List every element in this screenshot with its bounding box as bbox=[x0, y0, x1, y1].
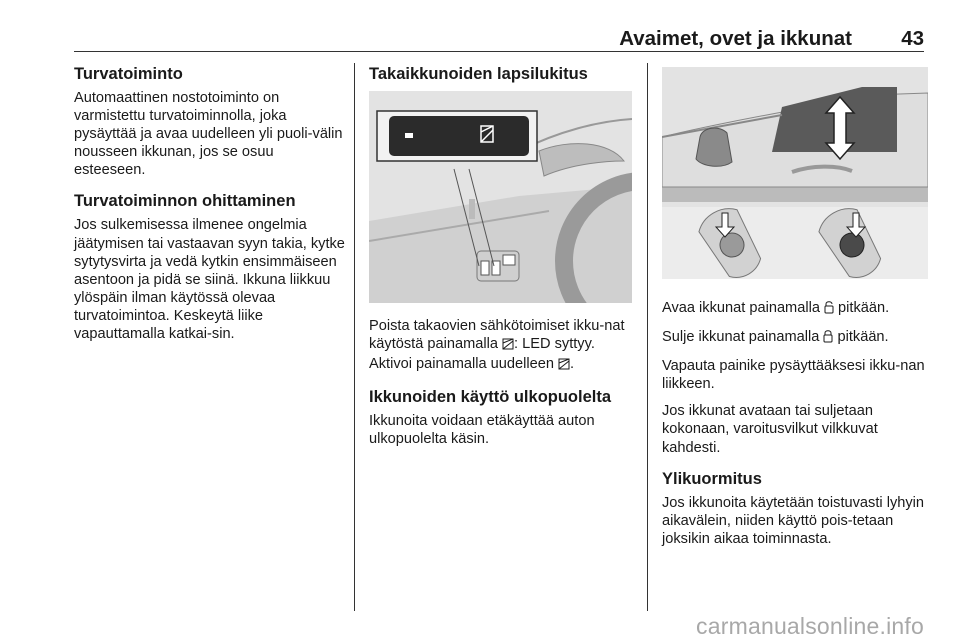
door-switch-figure bbox=[369, 91, 632, 303]
lock-key-icon bbox=[823, 329, 833, 348]
paragraph-open-windows: Avaa ikkunat painamalla pitkään. bbox=[662, 299, 928, 319]
window-lock-icon bbox=[558, 357, 570, 375]
section-heading-remote: Ikkunoiden käyttö ulkopuolelta bbox=[369, 388, 612, 407]
paragraph-close-windows: Sulje ikkunat painamalla pitkään. bbox=[662, 328, 928, 348]
page-number: 43 bbox=[901, 27, 924, 50]
column-1 bbox=[74, 64, 346, 352]
column-2 bbox=[369, 64, 634, 457]
paragraph-overload: Jos ikkunoita käytetään toistuvasti lyhyin aikavälein, niiden käyttö pois-tetaan joksikin aikaa toiminnasta. bbox=[662, 494, 925, 547]
paragraph-safety: Automaattinen nostotoiminto on varmistettu turvatoiminnolla, joka pysäyttää ja avaa uudelleen yli puoli-välin nousseen ikkunan, jos se osuu esteeseen. bbox=[74, 90, 343, 179]
watermark: carmanualsonline.info bbox=[696, 613, 924, 639]
section-heading-safety: Turvatoiminto bbox=[74, 65, 183, 83]
section-heading-override: Turvatoiminnon ohittaminen bbox=[74, 192, 296, 211]
section-heading-overload: Ylikuormitus bbox=[662, 469, 762, 488]
paragraph-child-lock: Poista takaovien sähkötoimiset ikku-nat käytöstä painamalla : LED syttyy. Aktivoi painamalla uudelleen . bbox=[369, 317, 634, 375]
page-title: Avaimet, ovet ja ikkunat bbox=[619, 27, 852, 50]
column-3 bbox=[662, 64, 928, 557]
column-divider-1 bbox=[354, 63, 355, 611]
section-heading-child-lock: Takaikkunoiden lapsilukitus bbox=[369, 65, 588, 83]
column-divider-2 bbox=[647, 63, 648, 611]
paragraph-remote: Ikkunoita voidaan etäkäyttää auton ulkopuolelta käsin. bbox=[369, 413, 595, 448]
header-divider bbox=[74, 51, 924, 52]
unlock-key-icon bbox=[824, 300, 834, 319]
paragraph-override: Jos sulkemisessa ilmenee ongelmia jäätymisen tai vastaavan syyn takia, kytke sytytysvirta ja vedä kytkin ensimmäiseen asentoon ja pidä se siinä. Ikkuna liikkuu ylöspäin ilman käytössä olevaa turvatoimintoa. Keskeytä liike vapauttamalla katkai-sin. bbox=[74, 217, 345, 343]
remote-window-figure bbox=[662, 67, 928, 279]
paragraph-hazard: Jos ikkunat avataan tai suljetaan kokonaan, varoitusvilkut vilkkuvat kahdesti. bbox=[662, 403, 878, 456]
window-lock-icon bbox=[502, 337, 514, 355]
paragraph-release: Vapauta painike pysäyttääksesi ikku-nan liikkeen. bbox=[662, 358, 925, 393]
